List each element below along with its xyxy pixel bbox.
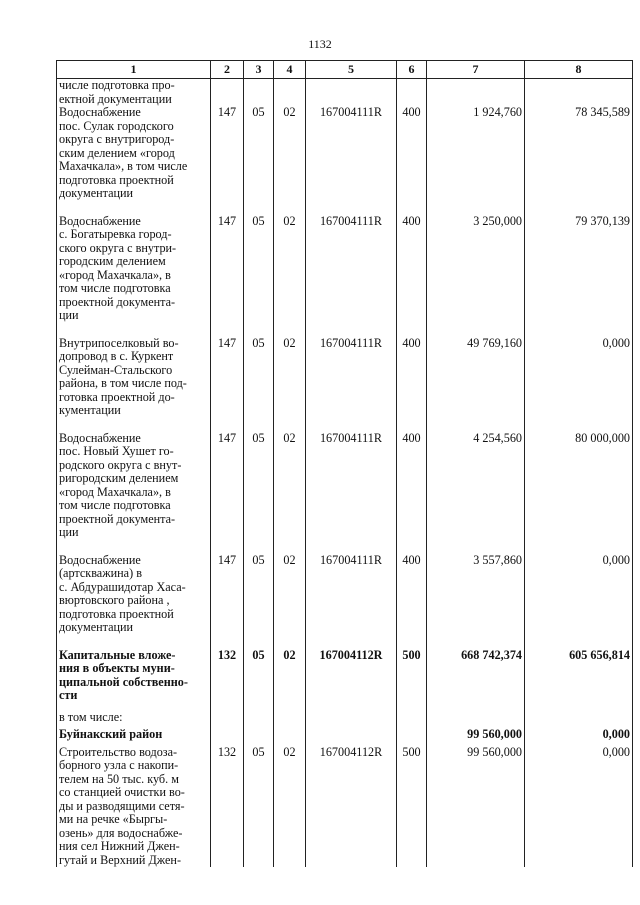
cell-description: Буйнакский район — [57, 728, 211, 746]
cell-amount-8: 80 000,000 — [525, 432, 633, 554]
column-header: 7 — [427, 61, 525, 79]
cell-amount-7 — [427, 79, 525, 107]
cell-amount-8: 0,000 — [525, 746, 633, 868]
cell-code-5 — [306, 728, 397, 746]
table-row — [57, 649, 633, 711]
cell-amount-7: 99 560,000 — [427, 746, 525, 868]
table-row — [57, 432, 633, 554]
cell-code-6: 400 — [397, 215, 427, 337]
cell-code-5 — [306, 711, 397, 729]
cell-code-4: 02 — [274, 554, 306, 649]
cell-code-6: 400 — [397, 432, 427, 554]
cell-code-2 — [211, 728, 244, 746]
cell-description: Водоснабжение (артскважина) в с. Абдурашидотар Хаса- вюртовского района , подготовка проектной документации — [57, 554, 211, 649]
cell-code-4: 02 — [274, 215, 306, 337]
table-row — [57, 554, 633, 649]
table-row — [57, 106, 633, 215]
cell-amount-7: 4 254,560 — [427, 432, 525, 554]
table-row — [57, 215, 633, 337]
cell-code-4: 02 — [274, 337, 306, 432]
cell-code-2 — [211, 711, 244, 729]
cell-code-6 — [397, 728, 427, 746]
cell-code-5: 167004111R — [306, 337, 397, 432]
cell-code-2: 147 — [211, 215, 244, 337]
cell-amount-7: 3 250,000 — [427, 215, 525, 337]
cell-code-6: 500 — [397, 649, 427, 711]
cell-description: Водоснабжение с. Богатыревка город- ского округа с внутри- городским делением «город Махачкала», в том числе подготовка проектной документа- ции — [57, 215, 211, 337]
table-row — [57, 79, 633, 107]
cell-amount-7: 3 557,860 — [427, 554, 525, 649]
cell-code-2 — [211, 79, 244, 107]
cell-amount-8: 0,000 — [525, 728, 633, 746]
cell-amount-8: 79 370,139 — [525, 215, 633, 337]
cell-code-2: 147 — [211, 106, 244, 215]
cell-code-5: 167004111R — [306, 432, 397, 554]
cell-description: Водоснабжение пос. Сулак городского округа с внутригород- ским делением «город Махачкала», в том числе подготовка проектной документации — [57, 106, 211, 215]
cell-code-6: 400 — [397, 106, 427, 215]
cell-amount-8: 78 345,589 — [525, 106, 633, 215]
column-header: 3 — [244, 61, 274, 79]
cell-code-6: 400 — [397, 337, 427, 432]
cell-description: числе подготовка про- ектной документации — [57, 79, 211, 107]
cell-amount-8 — [525, 79, 633, 107]
page-number: 1132 — [308, 37, 332, 51]
cell-description: Водоснабжение пос. Новый Хушет го- родского округа с внут- ригородским делением «город Махачкала», в том числе подготовка проектной документа- ции — [57, 432, 211, 554]
cell-code-3: 05 — [244, 554, 274, 649]
cell-code-5 — [306, 79, 397, 107]
cell-description: в том числе: — [57, 711, 211, 729]
cell-code-2: 132 — [211, 746, 244, 868]
cell-code-3 — [244, 79, 274, 107]
cell-code-4: 02 — [274, 106, 306, 215]
cell-code-3: 05 — [244, 432, 274, 554]
cell-code-5: 167004111R — [306, 106, 397, 215]
cell-amount-7: 1 924,760 — [427, 106, 525, 215]
cell-code-5: 167004111R — [306, 215, 397, 337]
cell-amount-8: 0,000 — [525, 337, 633, 432]
cell-code-6 — [397, 79, 427, 107]
cell-code-3: 05 — [244, 746, 274, 868]
cell-amount-8: 605 656,814 — [525, 649, 633, 711]
table-header-row — [57, 61, 633, 79]
cell-code-3 — [244, 728, 274, 746]
cell-code-2: 147 — [211, 554, 244, 649]
table-row — [57, 337, 633, 432]
cell-code-5: 167004112R — [306, 746, 397, 868]
column-header: 6 — [397, 61, 427, 79]
cell-code-6 — [397, 711, 427, 729]
cell-description: Строительство водоза- борного узла с накопи- телем на 50 тыс. куб. м со станцией очистки во- ды и разводящими сетя- ми на речке «Быргы- озень» для водоснабже- ния сел Нижний Джен- гутай и Верхний Джен- — [57, 746, 211, 868]
cell-amount-7: 99 560,000 — [427, 728, 525, 746]
cell-amount-7: 49 769,160 — [427, 337, 525, 432]
cell-code-3: 05 — [244, 649, 274, 711]
cell-code-3: 05 — [244, 215, 274, 337]
column-header: 8 — [525, 61, 633, 79]
table-row — [57, 746, 633, 868]
cell-code-2: 132 — [211, 649, 244, 711]
cell-amount-8: 0,000 — [525, 554, 633, 649]
cell-code-6: 500 — [397, 746, 427, 868]
column-header: 2 — [211, 61, 244, 79]
table-row — [57, 711, 633, 729]
cell-code-5: 167004112R — [306, 649, 397, 711]
column-header: 4 — [274, 61, 306, 79]
table-row — [57, 728, 633, 746]
cell-code-4: 02 — [274, 432, 306, 554]
column-header: 5 — [306, 61, 397, 79]
cell-code-6: 400 — [397, 554, 427, 649]
cell-code-5: 167004111R — [306, 554, 397, 649]
cell-code-3: 05 — [244, 106, 274, 215]
cell-code-4: 02 — [274, 746, 306, 868]
cell-code-3 — [244, 711, 274, 729]
column-header: 1 — [57, 61, 211, 79]
cell-amount-7 — [427, 711, 525, 729]
cell-code-4 — [274, 711, 306, 729]
cell-amount-7: 668 742,374 — [427, 649, 525, 711]
cell-code-2: 147 — [211, 337, 244, 432]
cell-code-2: 147 — [211, 432, 244, 554]
cell-code-4 — [274, 79, 306, 107]
cell-amount-8 — [525, 711, 633, 729]
cell-description: Капитальные вложе- ния в объекты муни- ципальной собственно- сти — [57, 649, 211, 711]
cell-description: Внутрипоселковый во- допровод в с. Куркент Сулейман-Стальского района, в том числе под- готовка проектной до- кументации — [57, 337, 211, 432]
budget-table — [56, 60, 633, 867]
cell-code-4 — [274, 728, 306, 746]
cell-code-3: 05 — [244, 337, 274, 432]
cell-code-4: 02 — [274, 649, 306, 711]
